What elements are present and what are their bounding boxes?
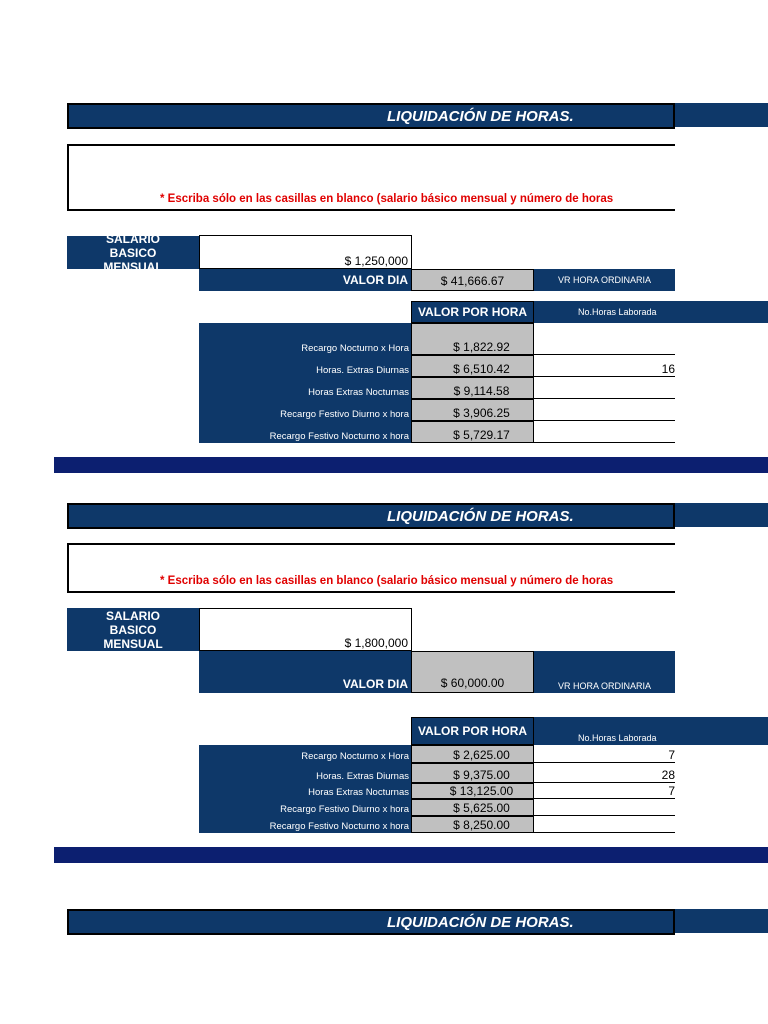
table-row-label: Horas Extras Nocturnas: [199, 783, 411, 799]
table-row-label: Recargo Nocturno x Hora: [199, 323, 411, 355]
section1-salario-label: SALARIO BASICO MENSUAL: [67, 236, 199, 269]
section3-title: LIQUIDACIÓN DE HORAS.: [387, 913, 574, 931]
table-row-value: $ 9,114.58: [411, 377, 534, 399]
table-row-value: $ 6,510.42: [411, 355, 534, 377]
table-row-value: $ 1,822.92: [411, 323, 534, 355]
table-row-value: $ 9,375.00: [411, 763, 534, 783]
section2-vr-hora-ordinaria-label: VR HORA ORDINARIA: [557, 681, 651, 691]
section-divider-band: [54, 847, 768, 863]
table-row-hours-input[interactable]: 16: [534, 355, 675, 377]
table-row-label: Horas Extras Nocturnas: [199, 377, 411, 399]
section2-instruction-text: * Escriba sólo en las casillas en blanco (salario básico mensual y número de horas: [160, 575, 614, 587]
section2-valor-por-hora-header: VALOR POR HORA: [411, 717, 534, 745]
table-row-hours-input[interactable]: [534, 421, 675, 443]
section2-title: LIQUIDACIÓN DE HORAS.: [387, 507, 574, 525]
section1-instruction-text: * Escriba sólo en las casillas en blanco (salario básico mensual y número de horas: [160, 193, 614, 205]
table-row-value: $ 5,625.00: [411, 799, 534, 816]
section1-salario-input[interactable]: $ 1,250,000: [199, 235, 412, 269]
section2-horas-laboradas-header: No.Horas Laborada: [534, 717, 768, 745]
table-row-hours-input[interactable]: [534, 799, 675, 816]
section2-valor-dia-value: $ 60,000.00: [411, 651, 534, 693]
section2-salario-input[interactable]: $ 1,800,000: [199, 608, 412, 651]
table-row-hours-input[interactable]: 28: [534, 763, 675, 783]
table-row-label: Recargo Festivo Nocturno x hora: [199, 421, 411, 443]
section1-valor-dia-value: $ 41,666.67: [411, 269, 534, 291]
table-row-value: $ 5,729.17: [411, 421, 534, 443]
section1-title: LIQUIDACIÓN DE HORAS.: [387, 107, 574, 125]
section3-title-extension: [675, 909, 768, 933]
table-row-value: $ 13,125.00: [411, 783, 534, 799]
section1-horas-laboradas-header: No.Horas Laborada: [534, 301, 768, 323]
table-row-label: Recargo Festivo Nocturno x hora: [199, 816, 411, 833]
table-row-label: Horas. Extras Diurnas: [199, 763, 411, 783]
section2-title-extension: [675, 503, 768, 527]
section2-valor-dia-label: VALOR DIA: [342, 677, 408, 691]
section-divider-band: [54, 457, 768, 473]
table-row-hours-input[interactable]: 7: [534, 783, 675, 799]
table-row-value: $ 8,250.00: [411, 816, 534, 833]
table-row-hours-input[interactable]: [534, 399, 675, 421]
section1-title-bar: [67, 103, 675, 129]
table-row-label: Recargo Nocturno x Hora: [199, 745, 411, 763]
section1-valor-por-hora-header: VALOR POR HORA: [411, 301, 534, 323]
section3-title-bar: [67, 909, 675, 935]
table-row-hours-input[interactable]: [534, 323, 675, 355]
table-row-hours-input[interactable]: [534, 377, 675, 399]
section2-salario-label: SALARIO BASICO MENSUAL: [67, 608, 199, 651]
table-row-label: Recargo Festivo Diurno x hora: [199, 799, 411, 816]
section1-title-extension: [675, 103, 768, 127]
table-row-label: Horas. Extras Diurnas: [199, 355, 411, 377]
table-row-value: $ 3,906.25: [411, 399, 534, 421]
section1-valor-dia-label: VALOR DIA: [342, 273, 408, 287]
section1-vr-hora-ordinaria-label: VR HORA ORDINARIA: [557, 275, 651, 285]
table-row-hours-input[interactable]: 7: [534, 745, 675, 763]
table-row-value: $ 2,625.00: [411, 745, 534, 763]
table-row-hours-input[interactable]: [534, 816, 675, 833]
table-row-label: Recargo Festivo Diurno x hora: [199, 399, 411, 421]
section2-title-bar: [67, 503, 675, 529]
